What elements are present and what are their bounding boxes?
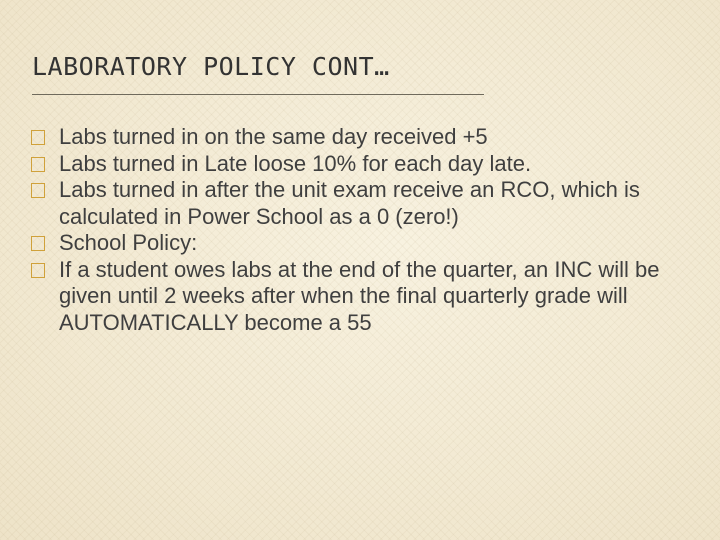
bullet-text: If a student owes labs at the end of the quarter, an INC will be given until 2 weeks after when the final quarterly grade will AUTOMATICALLY become a 55 <box>59 256 660 335</box>
bullet-text: School Policy: <box>59 230 198 255</box>
bullet-text: Labs turned in Late loose 10% for each day late. <box>59 150 532 176</box>
square-bullet-icon <box>31 130 45 145</box>
bullet-item <box>31 151 696 178</box>
bullet-item <box>31 177 696 230</box>
bullet-item <box>31 230 696 257</box>
square-bullet-icon <box>31 183 45 198</box>
bullet-text: Labs turned in after the unit exam receive an RCO, which is calculated in Power School as a 0 (zero!) <box>59 177 640 229</box>
title-underline <box>32 94 484 95</box>
square-bullet-icon <box>31 157 45 172</box>
slide-title: LABORATORY POLICY CONT… <box>32 52 390 81</box>
bullet-item <box>31 124 696 151</box>
square-bullet-icon <box>31 236 45 251</box>
bullet-list <box>31 124 696 336</box>
bullet-text: Labs turned in on the same day received +5 <box>59 124 488 149</box>
square-bullet-icon <box>31 263 45 278</box>
bullet-item <box>31 257 696 337</box>
